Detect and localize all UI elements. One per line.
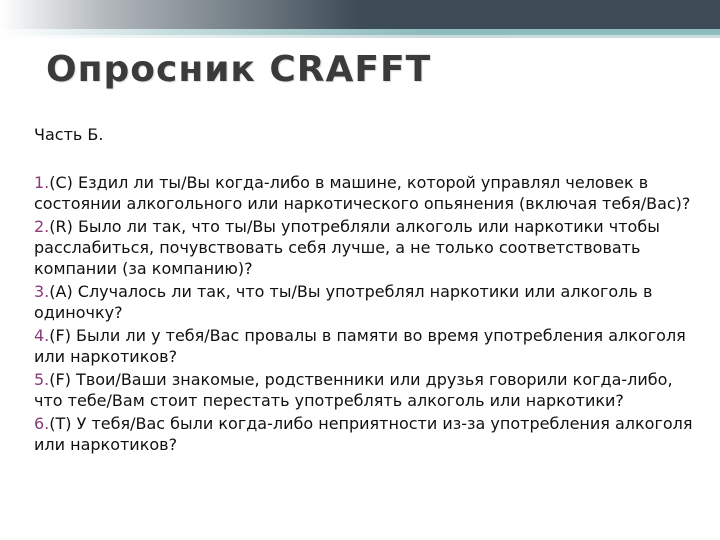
slide-title: Опросник CRAFFT (46, 49, 432, 90)
question-item-5 (34, 369, 694, 411)
question-item-4 (34, 325, 694, 367)
question-number: 5. (34, 370, 50, 389)
question-text: (T) У тебя/Вас были когда-либо неприятности из-за употребления алкоголя или наркотиков? (34, 414, 693, 454)
slide-content (34, 124, 694, 457)
question-number: 4. (34, 326, 50, 345)
question-text: (F) Твои/Ваши знакомые, родственники или друзья говорили когда-либо, что тебе/Вам стоит перестать употреблять алкоголь или наркотики? (34, 370, 673, 410)
question-item-1 (34, 172, 694, 214)
part-label: Часть Б. (34, 125, 104, 144)
question-text: (C) Ездил ли ты/Вы когда-либо в машине, которой управлял человек в состоянии алкогольного или наркотического опьянения (включая тебя/Вас)? (34, 173, 691, 213)
question-text: (A) Случалось ли так, что ты/Вы употреблял наркотики или алкоголь в одиночку? (34, 282, 653, 322)
question-number: 1. (34, 173, 50, 192)
header-bar-thin (0, 35, 720, 38)
question-item-6 (34, 413, 694, 455)
question-number: 3. (34, 282, 50, 301)
question-number: 2. (34, 217, 50, 236)
question-item-2 (34, 216, 694, 279)
header-bar-dark (0, 0, 720, 29)
question-text: (F) Были ли у тебя/Вас провалы в памяти во время употребления алкоголя или наркотиков? (34, 326, 686, 366)
question-text: (R) Было ли так, что ты/Вы употребляли алкоголь или наркотики чтобы расслабиться, почувствовать себя лучше, а не только соответствовать компании (за компанию)? (34, 217, 660, 278)
question-item-3 (34, 281, 694, 323)
question-number: 6. (34, 414, 50, 433)
